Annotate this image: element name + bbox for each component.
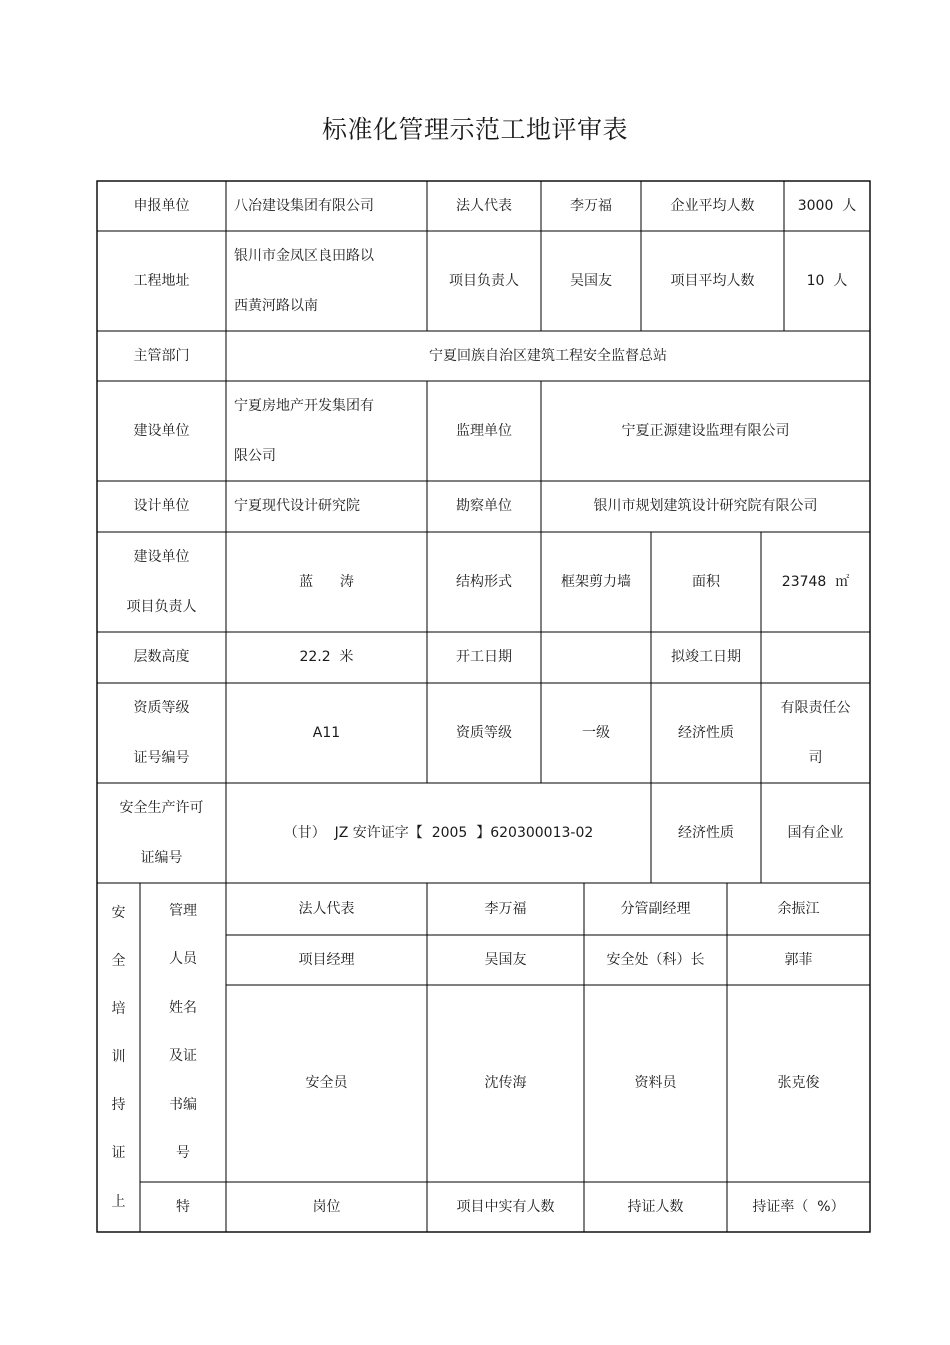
label-survey-unit: 勘察单位 [456, 498, 512, 515]
label-economic-nature-2: 经济性质 [678, 824, 734, 841]
value-supervising-dept: 宁夏回族自治区建筑工程安全监督总站 [429, 347, 667, 364]
vchar: 证 [111, 1145, 126, 1162]
label-qualification-cert [97, 683, 226, 783]
vchar: 全 [111, 952, 126, 969]
staff-name-cell: 吴国友 [484, 951, 527, 968]
header-position: 岗位 [312, 1198, 341, 1215]
value-floors-height: 22.2 米 [299, 649, 354, 666]
header-actual-count: 项目中实有人数 [456, 1198, 555, 1215]
management-staff-vertical-label [140, 883, 226, 1182]
value-start-date [541, 632, 651, 683]
label-planned-completion: 拟竣工日期 [671, 649, 741, 666]
safety-license-line1: 安全生产许可 [119, 800, 204, 816]
label-area: 面积 [692, 573, 720, 590]
construction-project-lead-line1: 建设单位 [133, 549, 190, 565]
value-supervision-unit: 宁夏正源建设监理有限公司 [621, 422, 790, 439]
header-certified-count: 持证人数 [627, 1198, 684, 1215]
value-qualification-level: 一级 [582, 724, 610, 741]
staff-role-cell: 分管副经理 [620, 900, 691, 917]
value-qualification-cert: A11 [312, 724, 341, 741]
label-supervising-dept: 主管部门 [133, 347, 190, 364]
vtext: 管理 [169, 902, 197, 919]
label-floors-height: 层数高度 [133, 649, 190, 666]
label-project-address: 工程地址 [133, 272, 190, 289]
construction-unit-line1: 宁夏房地产开发集团有 [234, 398, 374, 414]
value-planned-completion [761, 632, 870, 683]
staff-name-cell: 张克俊 [777, 1075, 820, 1092]
vtext: 书编 [169, 1096, 197, 1113]
staff-role-cell: 安全员 [305, 1075, 348, 1092]
economic-nature-line1: 有限责任公 [780, 700, 851, 716]
project-address-line2: 西黄河路以南 [234, 298, 318, 314]
value-project-avg-staff: 10 人 [806, 272, 848, 289]
staff-role-cell: 法人代表 [298, 900, 355, 917]
vtext: 人员 [169, 951, 197, 968]
label-construction-project-lead [97, 532, 226, 632]
label-economic-nature: 经济性质 [678, 724, 734, 741]
label-qualification-level: 资质等级 [456, 724, 512, 741]
staff-role-cell: 资料员 [634, 1075, 677, 1092]
value-safety-license: （甘） JZ 安许证字【 2005 】620300013-02 [283, 824, 594, 841]
staff-name-cell: 李万福 [484, 900, 527, 917]
value-design-unit: 宁夏现代设计研究院 [234, 498, 360, 515]
staff-name-cell: 郭菲 [784, 951, 813, 968]
value-economic-nature-2: 国有企业 [787, 824, 844, 841]
staff-name-cell: 余振江 [777, 900, 820, 917]
vtext: 及证 [169, 1048, 197, 1065]
vtext: 姓名 [169, 999, 197, 1016]
vchar: 上 [111, 1193, 126, 1210]
value-area: 23748 ㎡ [781, 573, 850, 590]
label-structure-type: 结构形式 [456, 573, 512, 590]
label-legal-rep: 法人代表 [456, 197, 512, 214]
value-applicant: 八冶建设集团有限公司 [234, 197, 374, 214]
special-label: 特 [176, 1198, 190, 1215]
construction-unit-line2: 限公司 [234, 448, 276, 464]
value-project-address [226, 231, 427, 331]
label-safety-license [97, 783, 226, 883]
label-construction-unit: 建设单位 [133, 422, 190, 439]
label-project-avg-staff: 项目平均人数 [670, 272, 755, 289]
safety-license-line2: 证编号 [140, 850, 183, 866]
value-construction-project-lead: 蓝 涛 [299, 573, 354, 590]
value-structure-type: 框架剪力墙 [561, 573, 631, 590]
value-company-avg-staff: 3000 人 [797, 197, 857, 214]
label-applicant: 申报单位 [133, 197, 190, 214]
value-economic-nature [761, 683, 870, 783]
value-project-lead: 吴国友 [570, 272, 612, 289]
value-survey-unit: 银川市规划建筑设计研究院有限公司 [593, 498, 818, 515]
project-address-line1: 银川市金凤区良田路以 [234, 248, 374, 264]
label-design-unit: 设计单位 [133, 498, 190, 515]
label-company-avg-staff: 企业平均人数 [670, 197, 755, 214]
vchar: 持 [111, 1097, 126, 1114]
header-certified-rate: 持证率（ %） [752, 1198, 845, 1215]
label-project-lead: 项目负责人 [449, 272, 519, 289]
staff-role-cell: 安全处（科）长 [606, 951, 705, 968]
value-construction-unit [226, 381, 427, 481]
safety-training-vertical-label [97, 883, 140, 1232]
label-supervision-unit: 监理单位 [456, 422, 512, 439]
qualification-cert-line1: 资质等级 [133, 700, 190, 716]
qualification-cert-line2: 证号编号 [133, 750, 190, 766]
vtext: 号 [176, 1145, 190, 1162]
vchar: 安 [111, 904, 126, 921]
vchar: 培 [111, 1000, 126, 1017]
staff-name-cell: 沈传海 [484, 1075, 527, 1092]
economic-nature-line2: 司 [808, 750, 823, 766]
staff-role-cell: 项目经理 [298, 951, 355, 968]
page-title: 标准化管理示范工地评审表 [321, 115, 628, 144]
vchar: 训 [111, 1049, 126, 1066]
construction-project-lead-line2: 项目负责人 [126, 599, 197, 615]
value-legal-rep: 李万福 [570, 197, 612, 214]
label-start-date: 开工日期 [456, 649, 512, 666]
